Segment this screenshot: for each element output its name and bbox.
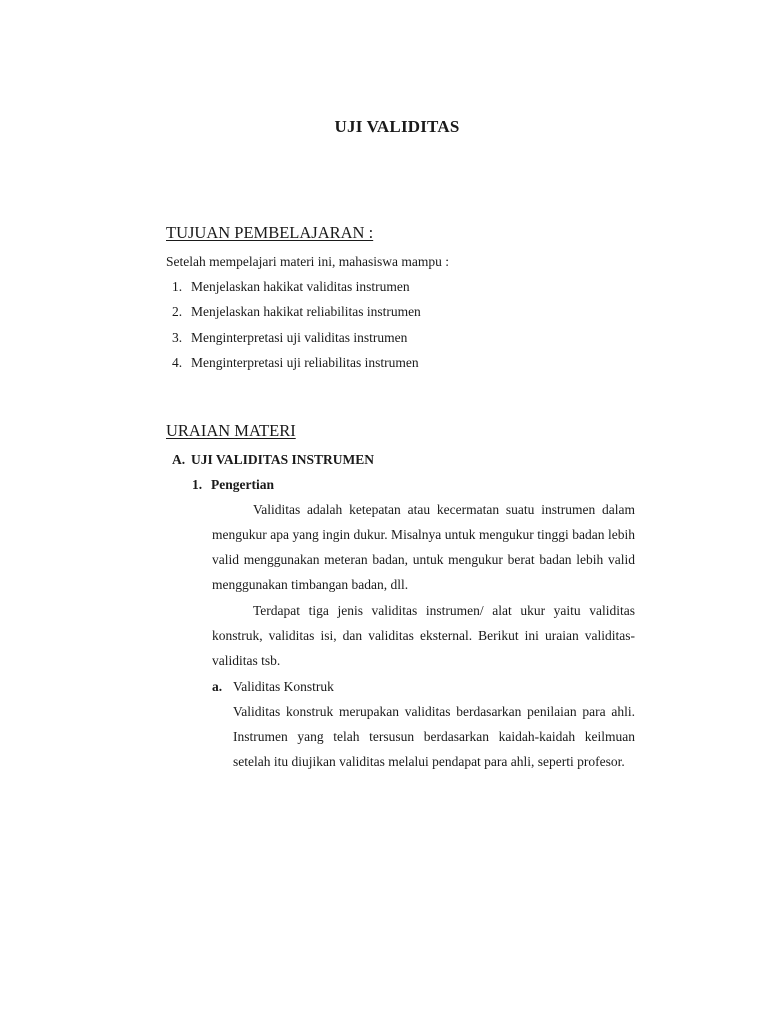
list-item: [172, 325, 421, 350]
subsection-1-title: Pengertian: [211, 477, 274, 492]
subsection-1-heading: [192, 472, 274, 497]
list-text: Menginterpretasi uji validitas instrumen: [191, 329, 408, 345]
objectives-heading: TUJUAN PEMBELAJARAN :: [166, 223, 374, 242]
paragraph-definition: Validitas adalah ketepatan atau kecermatan suatu instrumen dalam mengukur apa yang ingin dukur. Misalnya untuk mengukur tinggi badan lebih valid menggunakan meteran badan, untuk mengukur berat badan lebih valid menggunakan timbangan badan, dll.: [212, 502, 635, 592]
material-heading: URAIAN MATERI: [166, 421, 296, 440]
objectives-list: [172, 274, 421, 375]
list-number: 2.: [172, 304, 183, 320]
section-a-title: UJI VALIDITAS INSTRUMEN: [191, 452, 375, 467]
list-text: Menjelaskan hakikat reliabilitas instrumen: [191, 304, 421, 320]
list-item: [172, 274, 421, 299]
paragraph-types: Terdapat tiga jenis validitas instrumen/ alat ukur yaitu validitas konstruk, validitas isi, dan validitas eksternal. Berikut ini uraian validitas- validitas tsb.: [212, 603, 635, 668]
list-text: Menjelaskan hakikat validitas instrumen: [191, 279, 410, 294]
list-number: 3.: [172, 329, 183, 345]
document-title: UJI VALIDITAS: [334, 117, 460, 136]
point-a-title: Validitas Konstruk: [233, 679, 334, 694]
list-number: 4.: [172, 354, 183, 370]
point-a-marker: a.: [212, 679, 223, 694]
list-text: Menginterpretasi uji reliabilitas instrumen: [191, 354, 419, 370]
list-number: 1.: [172, 279, 183, 294]
paragraph-construct-validity: Validitas konstruk merupakan validitas berdasarkan penilaian para ahli. Instrumen yang telah tersusun berdasarkan kaidah-kaidah keilmuan setelah itu diujikan validitas melalui pendapat para ahli, seperti profesor.: [233, 704, 635, 769]
section-a-heading: [172, 447, 374, 472]
point-a-heading: [212, 674, 334, 699]
list-item: [172, 350, 421, 375]
list-item: [172, 299, 421, 324]
objectives-intro: Setelah mempelajari materi ini, mahasiswa mampu :: [166, 254, 450, 269]
subsection-1-marker: 1.: [192, 477, 203, 492]
section-a-marker: A.: [172, 452, 186, 467]
